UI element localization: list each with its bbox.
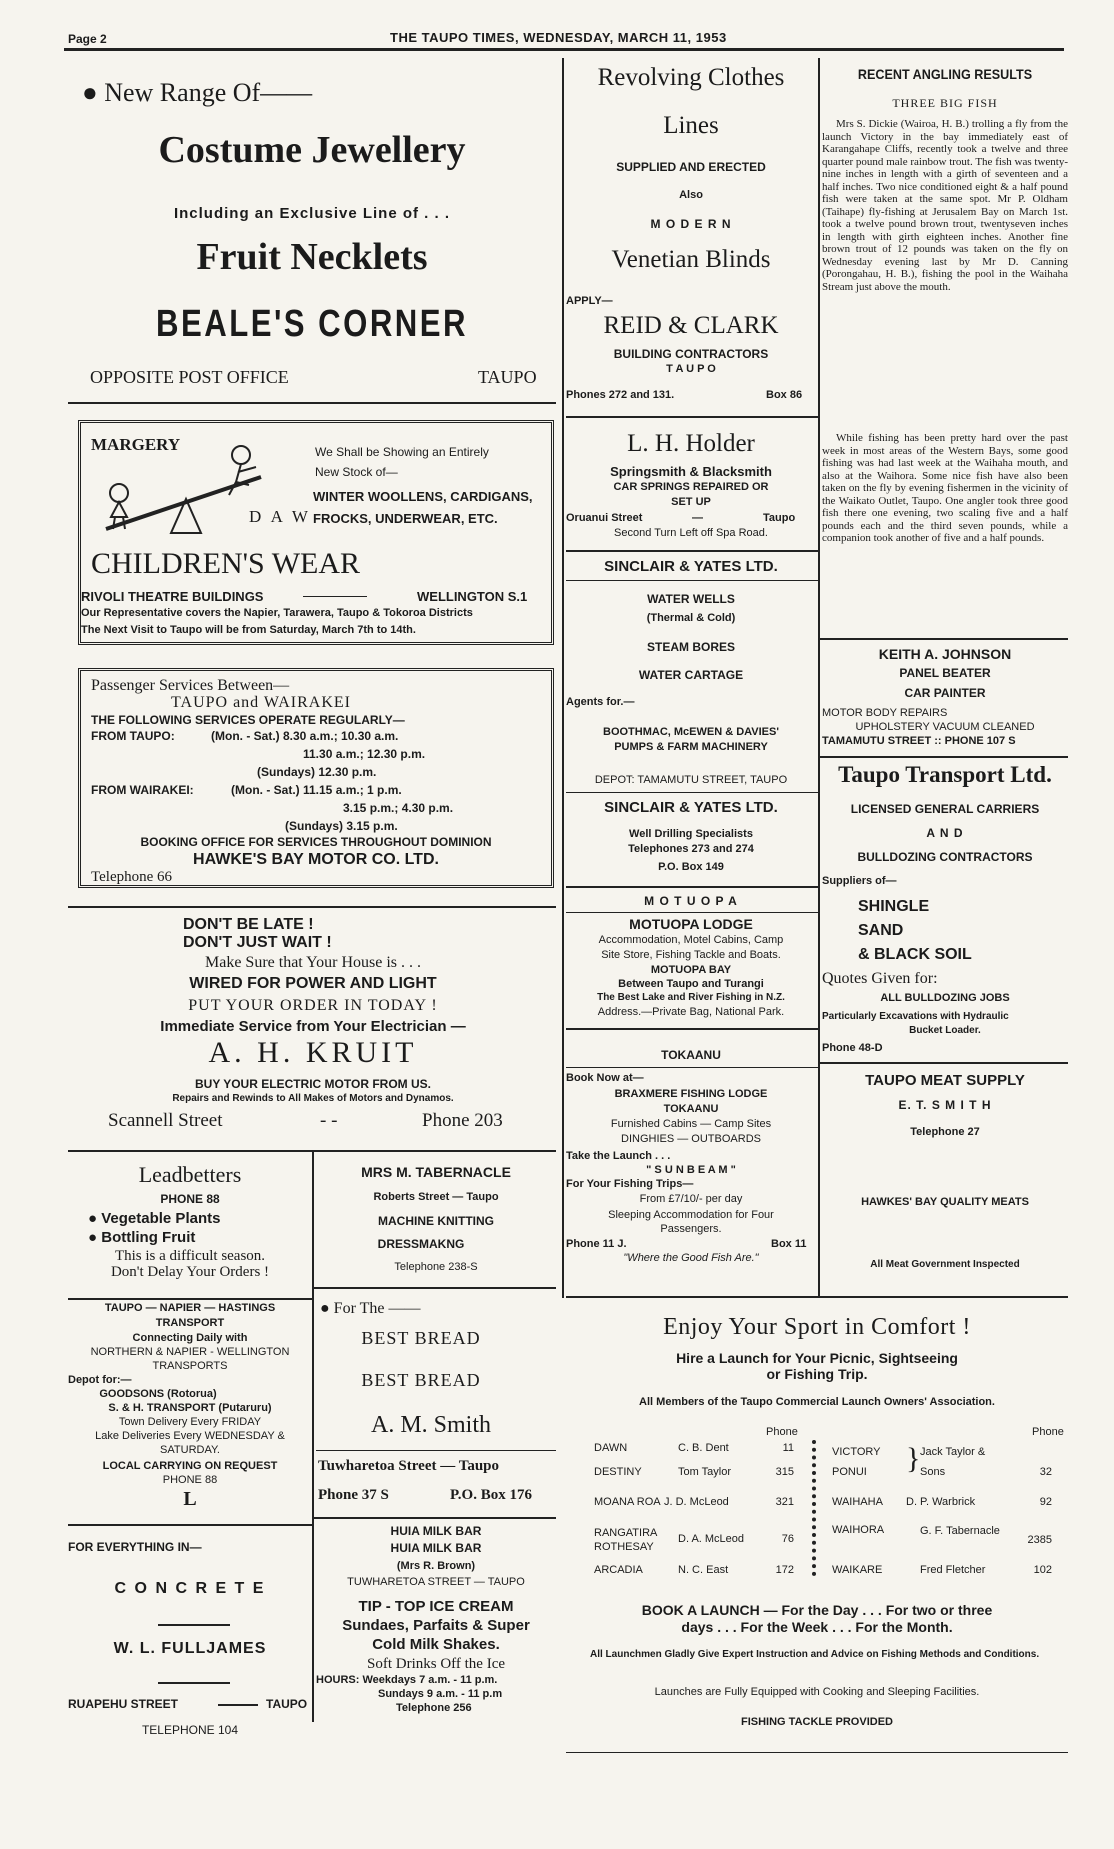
motuopa-bay: MOTUOPA BAY [650,964,732,976]
angling-subhead: THREE BIG FISH [892,96,998,110]
johnson-ad [822,644,1068,754]
tokaanu-ad [566,1032,816,1272]
huia-line-7: Cold Milk Shakes. [372,1636,500,1653]
hawkes-ft3: (Sundays) 12.30 p.m. [257,765,377,779]
margery-address-b: WELLINGTON S.1 [417,589,528,604]
reid-supplied: SUPPLIED AND ERECTED [616,160,766,174]
transport-line-1: TAUPO — NAPIER — HASTINGS [104,1302,276,1314]
kruit-line-2: DON'T JUST WAIT ! [183,934,332,951]
fulljames-concrete: C O N C R E T E [114,1580,266,1597]
kruit-line-1: DON'T BE LATE ! [183,916,314,933]
launch-row [832,1564,1052,1576]
ttl-licensed: LICENSED GENERAL CARRIERS [850,802,1040,816]
ttl-sand: SAND [858,922,904,939]
boat-name: VICTORY [832,1446,881,1458]
leadbetters-vegetable: ● Vegetable Plants [88,1210,221,1227]
leadbetters-phone: PHONE 88 [160,1192,220,1206]
huia-line-4: TUWHARETOA STREET — TAUPO [347,1576,525,1588]
huia-line-10: Sundays 9 a.m. - 11 p.m [378,1688,503,1700]
tabernacle-street: Roberts Street — Taupo [373,1191,499,1203]
ttl-phone: Phone 48-D [822,1042,883,1054]
launch-row [594,1564,794,1576]
tabernacle-telephone: Telephone 238-S [394,1261,478,1273]
transport-line-12: LOCAL CARRYING ON REQUEST [102,1460,278,1472]
smith-ad [316,1294,556,1514]
kruit-line-5: PUT YOUR ORDER IN TODAY ! [188,997,438,1014]
huia-line-11: Telephone 256 [396,1702,472,1714]
rule-taupo-transport [820,1062,1068,1064]
rule-launch-top [566,1296,1068,1298]
rule-motuopa [566,1028,818,1030]
kruit-scannell-street: Scannell Street [108,1110,223,1131]
rule-angling [820,638,1068,640]
motuopa-lodge: MOTUOPA LODGE [629,916,753,932]
rule-hawkes [68,906,556,908]
margery-text-2: New Stock of— [315,465,398,479]
launch-hire: Hire a Launch for Your Picnic, Sightseeing [676,1350,958,1366]
sinclair-boothmac: BOOTHMAC, McEWEN & DAVIES' [603,726,779,738]
huia-line-6: Sundaes, Parfaits & Super [342,1617,530,1634]
motuopa-rule [566,912,818,913]
hawkes-fw2: 3.15 p.m.; 4.30 p.m. [343,801,454,815]
ttl-name: Taupo Transport Ltd. [838,762,1052,787]
margery-next-visit: The Next Visit to Taupo will be from Saturday, March 7th to 14th. [81,624,416,636]
meat-name: TAUPO MEAT SUPPLY [865,1072,1025,1089]
childrens-wear: CHILDREN'S WEAR [91,547,361,580]
boat-owner: C. B. Dent [678,1442,729,1454]
hawkes-telephone: Telephone 66 [91,869,173,885]
transport-line-6: Depot for:— [68,1374,132,1386]
tokaanu-braxmere: BRAXMERE FISHING LODGE [614,1088,768,1100]
johnson-car-painter: CAR PAINTER [904,686,986,700]
boat-phone: 11 [782,1442,794,1454]
ttl-all-jobs: ALL BULLDOZING JOBS [880,992,1010,1004]
tokaanu-dinghies: DINGHIES — OUTBOARDS [621,1133,761,1145]
masthead-rule [64,48,1064,51]
launch-phone-heading-right: Phone [1032,1426,1064,1438]
hawkes-line-3: THE FOLLOWING SERVICES OPERATE REGULARLY— [91,713,405,727]
launch-owners-ad [566,1302,1068,1742]
boat-phone: 32 [1039,1466,1052,1478]
leadbetters-difficult: This is a difficult season. [114,1248,266,1264]
angling-headline: RECENT ANGLING RESULTS [857,66,1033,82]
boat-phone: 76 [781,1533,794,1545]
boat-owner: Fred Fletcher [920,1564,986,1576]
boat-phone: 315 [775,1466,794,1478]
margery-representative: Our Representative covers the Napier, Tarawera, Taupo & Tokoroa Districts [81,607,473,619]
tabernacle-name: MRS M. TABERNACLE [361,1164,511,1180]
masthead-title: THE TAUPO TIMES, WEDNESDAY, MARCH 11, 1953 [390,30,727,45]
launch-row [594,1442,794,1454]
hawkes-line-2: TAUPO and WAIRAKEI [171,694,351,711]
transport-line-13: PHONE 88 [162,1474,218,1486]
johnson-panel-beater: PANEL BEATER [899,666,991,680]
launch-divider-dots [812,1440,816,1576]
launch-row [832,1466,1052,1478]
huia-line-5: TIP - TOP ICE CREAM [358,1598,514,1615]
boat-name: WAIKARE [832,1564,883,1576]
tokaanu-tokaanu: TOKAANU [663,1103,719,1115]
fulljames-telephone: TELEPHONE 104 [141,1723,239,1737]
hawkes-company: HAWKE'S BAY MOTOR CO. LTD. [193,851,439,868]
tokaanu-heading: TOKAANU [661,1048,721,1062]
taupo-transport-ad [822,760,1068,1060]
margery-text-3: WINTER WOOLLENS, CARDIGANS, [313,489,533,504]
ttl-and: A N D [926,826,964,840]
rule-bottom-right [566,1752,1068,1753]
transport-ad [68,1302,312,1517]
boat-owner: D. P. Warbrick [906,1496,976,1508]
smith-rule [316,1450,556,1451]
kruit-line-8: BUY YOUR ELECTRIC MOTOR FROM US. [194,1077,431,1091]
sinclair-steam-bores: STEAM BORES [646,640,735,654]
holder-car-springs: CAR SPRINGS REPAIRED OR [613,481,769,493]
launch-row [594,1466,794,1478]
margery-text-4: FROCKS, UNDERWEAR, ETC. [313,511,498,526]
huia-line-3: (Mrs R. Brown) [396,1560,476,1572]
tabernacle-ad [316,1162,556,1282]
beale-new-range: ● New Range Of—— [82,78,313,107]
sinclair-pumps: PUMPS & FARM MACHINERY [614,741,768,753]
tokaanu-slogan: "Where the Good Fish Are." [623,1252,759,1264]
huia-line-8: Soft Drinks Off the Ice [366,1656,506,1672]
hawkes-bay-ad [78,668,554,888]
hawkes-line-1: Passenger Services Between— [91,677,290,694]
boat-owner: Tom Taylor [678,1466,731,1478]
hawkes-from-taupo: FROM TAUPO: [91,729,175,743]
reid-apply: APPLY— [566,295,613,307]
motuopa-between: Between Taupo and Turangi [618,978,764,990]
beale-corner: BEALE'S CORNER [156,303,468,345]
tokaanu-book-now: Book Now at— [566,1072,644,1084]
johnson-body-repairs: MOTOR BODY REPAIRS [822,707,948,719]
transport-line-3: Connecting Daily with [132,1332,248,1344]
johnson-name: KEITH A. JOHNSON [878,646,1012,662]
boat-name: ARCADIA [594,1564,643,1576]
motuopa-store: Site Store, Fishing Tackle and Boats. [601,949,781,961]
tokaanu-price: From £7/10/- per day [639,1193,743,1205]
tokaanu-sunbeam: " S U N B E A M " [646,1164,736,1176]
transport-line-7: GOODSONS (Rotorua) [99,1388,217,1400]
ttl-bucket: Bucket Loader. [909,1025,981,1036]
tokaanu-rule [566,1067,818,1068]
huia-line-2: HUIA MILK BAR [390,1541,482,1555]
tokaanu-fishing-trips: For Your Fishing Trips— [566,1178,694,1190]
transport-line-4: NORTHERN & NAPIER - WELLINGTON [90,1346,290,1358]
motuopa-accommodation: Accommodation, Motel Cabins, Camp [598,934,784,946]
brace-icon: } [906,1442,921,1475]
kruit-line-9: Repairs and Rewinds to All Makes of Motors and Dynamos. [172,1093,454,1104]
launch-instruction: All Launchmen Gladly Give Expert Instruction and Advice on Fishing Methods and Conditions. [590,1649,1040,1660]
boat-owner: G. F. Tabernacle [920,1525,1000,1537]
leadbetters-delay: Don't Delay Your Orders ! [110,1264,270,1280]
boat-name: PONUI [832,1466,867,1478]
reid-company: REID & CLARK [603,312,779,339]
launch-row [832,1496,1052,1508]
beale-fruit-necklets: Fruit Necklets [196,236,428,278]
holder-directions: Second Turn Left off Spa Road. [614,527,768,539]
fulljames-street: RUAPEHU STREET [68,1697,179,1711]
beale-ad [72,60,552,400]
kruit-name: A. H. KRUIT [208,1036,418,1069]
meat-smith: E. T. S M I T H [898,1098,992,1112]
fulljames-taupo: TAUPO [266,1697,308,1711]
angling-paragraph-1: Mrs S. Dickie (Wairoa, H. B.) trolling a fly from the launch Victory in the bay immediately east of Karangahape Cliffs, recently took a twelve and three quarter pound male rainbow trout. The fish was twenty-nine inches in length with a girth of seventeen and a half inches. Two nice conditioned eight & a half pound fish were taken at the same spot. Mr P. Oldham (Taihape) fly-fishing at Jerusalem Bay on March 1st. took a twelve pound brown trout, twentyseven inches in length with girth eighteen inches. Another fine brown trout of 12 pounds was taken on the fly on Wednesday evening last by Mr D. Canning (Porongahau, H. B.), fishing the pool in the Waihaha Stream just above the mouth. [822,118,1068,293]
johnson-upholstery: UPHOLSTERY VACUUM CLEANED [855,721,1035,733]
launch-headline: Enjoy Your Sport in Comfort ! [663,1314,971,1340]
leadbetters-name: Leadbetters [138,1162,242,1187]
sinclair-telephones: Telephones 273 and 274 [628,843,754,855]
tabernacle-knitting: MACHINE KNITTING [378,1214,494,1228]
angling-article [822,62,1068,634]
launch-equipped: Launches are Fully Equipped with Cooking and Sleeping Facilities. [654,1686,980,1698]
launch-row [594,1496,794,1508]
boat-name: RANGATIRA ROTHESAY [594,1527,657,1553]
reid-box: Box 86 [766,389,803,401]
holder-ad [566,424,816,544]
tokaanu-box: Box 11 [771,1238,807,1250]
ttl-quotes: Quotes Given for: [822,970,938,987]
reid-also: Also [679,189,703,201]
launch-row [832,1446,1052,1458]
boat-owner: Jack Taylor & [920,1446,986,1458]
meat-inspected: All Meat Government Inspected [870,1259,1020,1270]
rule-leadbetters [68,1298,312,1300]
huia-line-1: HUIA MILK BAR [390,1524,482,1538]
smith-best-bread-2: BEST BREAD [361,1370,481,1390]
ttl-shingle: SHINGLE [858,898,930,915]
huia-line-9: HOURS: Weekdays 7 a.m. - 11 p.m. [316,1674,498,1686]
boat-name: MOANA ROA [594,1496,661,1508]
transport-line-11: SATURDAY. [160,1444,220,1456]
tabernacle-dressmaking: DRESSMAKNG [377,1237,465,1251]
launch-book-1: BOOK A LAUNCH — For the Day . . . For two or three [641,1602,993,1618]
sinclair-rule-2 [566,792,818,793]
fulljames-ad [68,1530,312,1750]
angling-paragraph-2: While fishing has been pretty hard over the past week in most areas of the Western Bays, some good fishing was had last week at the Waihaha mouth, and also at the Waihora. Some nice fish have also been taken on the fly by evening fishermen in the vicinity of the Waikato Outlet, Taupo. One angler took three good fish there one evening, two scaling five and a half pounds each and the third seven pounds, while a companion took another of five and a half pounds. [822,432,1068,544]
boat-owner: Sons [920,1466,946,1478]
kruit-line-4: WIRED FOR POWER AND LIGHT [189,975,437,992]
kruit-ad [70,912,556,1147]
reid-revolving: Revolving Clothes [597,64,785,91]
transport-line-9: Town Delivery Every FRIDAY [118,1416,262,1428]
smith-street: Tuwharetoa Street — Taupo [318,1458,500,1474]
hawkes-ft2: 11.30 a.m.; 12.30 p.m. [303,747,426,761]
launch-row [594,1526,794,1554]
hawkes-booking-office: BOOKING OFFICE FOR SERVICES THROUGHOUT DOMINION [140,835,492,849]
fulljames-rule-2 [158,1682,230,1684]
reid-lines: Lines [663,112,719,139]
reid-phones: Phones 272 and 131. [566,389,675,401]
margery-address-a: RIVOLI THEATRE BUILDINGS [81,589,264,604]
boat-name: WAIHAHA [832,1496,883,1508]
holder-name: L. H. Holder [627,430,755,457]
reid-venetian: Venetian Blinds [611,246,771,273]
launch-book-2: days . . . For the Week . . . For the Month. [681,1619,953,1635]
motuopa-ad [566,892,816,1022]
kruit-dashes: - - [320,1110,338,1131]
launch-row [832,1524,1052,1546]
huia-ad [316,1524,556,1744]
hawkes-fw1: (Mon. - Sat.) 11.15 a.m.; 1 p.m. [231,783,402,797]
boat-name: DAWN [594,1442,628,1454]
sinclair-water-wells: WATER WELLS [647,592,735,606]
holder-dash: — [692,512,703,524]
smith-best-bread-1: BEST BREAD [361,1328,481,1348]
sinclair-ad [566,556,816,876]
sinclair-water-cartage: WATER CARTAGE [638,668,744,682]
beale-opposite-post-office: OPPOSITE POST OFFICE [90,367,289,387]
leadbetters-ad [70,1158,310,1278]
margery-name: MARGERY [91,435,181,454]
page-number: Page 2 [68,32,107,46]
rule-johnson [820,756,1068,758]
holder-set-up: SET UP [671,496,711,508]
rule-tabernacle [312,1287,556,1289]
transport-line-8: S. & H. TRANSPORT (Putaruru) [108,1402,272,1414]
reid-modern: M O D E R N [650,217,732,231]
reid-contractors: BUILDING CONTRACTORS [613,347,769,361]
holder-street: Oruanui Street [566,512,643,524]
rule-holder [566,550,818,552]
ttl-black-soil: & BLACK SOIL [858,946,972,963]
sinclair-drilling: Well Drilling Specialists [629,828,753,840]
beale-costume-jewellery: Costume Jewellery [158,129,466,171]
tokaanu-launch: Take the Launch . . . [566,1150,671,1162]
boat-name: WAIHORA [832,1524,885,1536]
rule-sinclair [566,886,818,888]
fulljames-rule-1 [158,1624,230,1626]
motuopa-heading: M O T U O P A [644,894,738,908]
ttl-excavations: Particularly Excavations with Hydraulic [822,1011,1009,1022]
transport-line-10: Lake Deliveries Every WEDNESDAY & [95,1430,285,1442]
boat-phone: 172 [775,1564,794,1576]
ttl-bulldozing: BULLDOZING CONTRACTORS [857,850,1033,864]
kruit-line-3: Make Sure that Your House is . . . [205,954,421,971]
holder-springsmith: Springsmith & Blacksmith [610,464,772,479]
sinclair-depot: DEPOT: TAMAMUTU STREET, TAUPO [594,774,788,786]
smith-phone: Phone 37 S [318,1487,389,1503]
ttl-suppliers: Suppliers of— [822,875,897,887]
transport-line-5: TRANSPORTS [152,1360,228,1372]
boat-phone: 102 [1033,1564,1052,1576]
boat-owner: D. A. McLeod [678,1533,745,1545]
fulljames-dash [218,1704,258,1706]
rule-vertical-col2 [818,58,820,1298]
smith-box: P.O. Box 176 [450,1487,532,1503]
hawkes-fw3: (Sundays) 3.15 p.m. [285,819,398,833]
sinclair-agents: Agents for.— [566,696,635,708]
sinclair-name-2: SINCLAIR & YATES LTD. [604,799,778,816]
fulljames-line-1: FOR EVERYTHING IN— [68,1540,202,1554]
transport-line-2: TRANSPORT [155,1317,225,1329]
tokaanu-cabins: Furnished Cabins — Camp Sites [610,1118,772,1130]
margery-daw: D A W [249,507,311,526]
reid-taupo: T A U P O [666,363,716,375]
launch-fishing-trip: or Fishing Trip. [766,1366,868,1382]
hawkes-from-wairakei: FROM WAIRAKEI: [91,783,194,797]
boat-phone: 92 [1039,1496,1052,1508]
sinclair-thermal: (Thermal & Cold) [646,612,736,624]
rule-vertical-col1 [562,58,564,1298]
smith-name: A. M. Smith [370,1412,492,1438]
boat-phone: 321 [775,1496,794,1508]
meat-supply-ad [822,1068,1068,1273]
tokaanu-phone: Phone 11 J. [566,1238,627,1250]
holder-taupo: Taupo [763,512,796,524]
boat-phone: 2385 [1027,1534,1052,1546]
rule-vertical-left-inner [312,1152,314,1722]
tokaanu-sleeping: Sleeping Accommodation for Four [608,1209,774,1221]
sinclair-name-1: SINCLAIR & YATES LTD. [604,558,778,575]
motuopa-address: Address.—Private Bag, National Park. [597,1006,785,1018]
rule-reid [566,416,818,418]
boat-owner: N. C. East [678,1564,729,1576]
boat-owner: J. D. McLeod [664,1496,729,1508]
reid-clark-ad [566,62,816,407]
margery-ad [78,420,554,645]
rule-beale [68,402,556,404]
hawkes-ft1: (Mon. - Sat.) 8.30 a.m.; 10.30 a.m. [211,729,399,743]
johnson-street: TAMAMUTU STREET :: PHONE 107 S [822,735,1016,747]
tokaanu-passengers: Passengers. [660,1223,722,1235]
rule-smith [312,1517,556,1519]
meat-quality: HAWKES' BAY QUALITY MEATS [861,1196,1029,1208]
beale-exclusive-line: Including an Exclusive Line of . . . [173,205,451,222]
meat-telephone: Telephone 27 [910,1126,980,1138]
transport-line-14: L [183,1488,197,1510]
sinclair-po-box: P.O. Box 149 [658,861,724,873]
kruit-phone: Phone 203 [422,1110,503,1131]
smith-for-the: ● For The —— [320,1300,421,1317]
sinclair-rule-1 [566,580,818,581]
motuopa-best: The Best Lake and River Fishing in N.Z. [597,992,785,1003]
margery-text-1: We Shall be Showing an Entirely [315,445,489,459]
boat-name: DESTINY [594,1466,642,1478]
launch-tackle: FISHING TACKLE PROVIDED [741,1716,893,1728]
launch-phone-heading-left: Phone [766,1426,798,1438]
fulljames-name: W. L. FULLJAMES [113,1640,267,1657]
rule-transport [68,1524,312,1526]
leadbetters-bottling: ● Bottling Fruit [88,1229,196,1246]
kruit-line-6: Immediate Service from Your Electrician — [160,1018,466,1035]
margery-dash [303,596,367,597]
beale-taupo: TAUPO [478,367,537,387]
launch-members: All Members of the Taupo Commercial Launch Owners' Association. [639,1396,995,1408]
